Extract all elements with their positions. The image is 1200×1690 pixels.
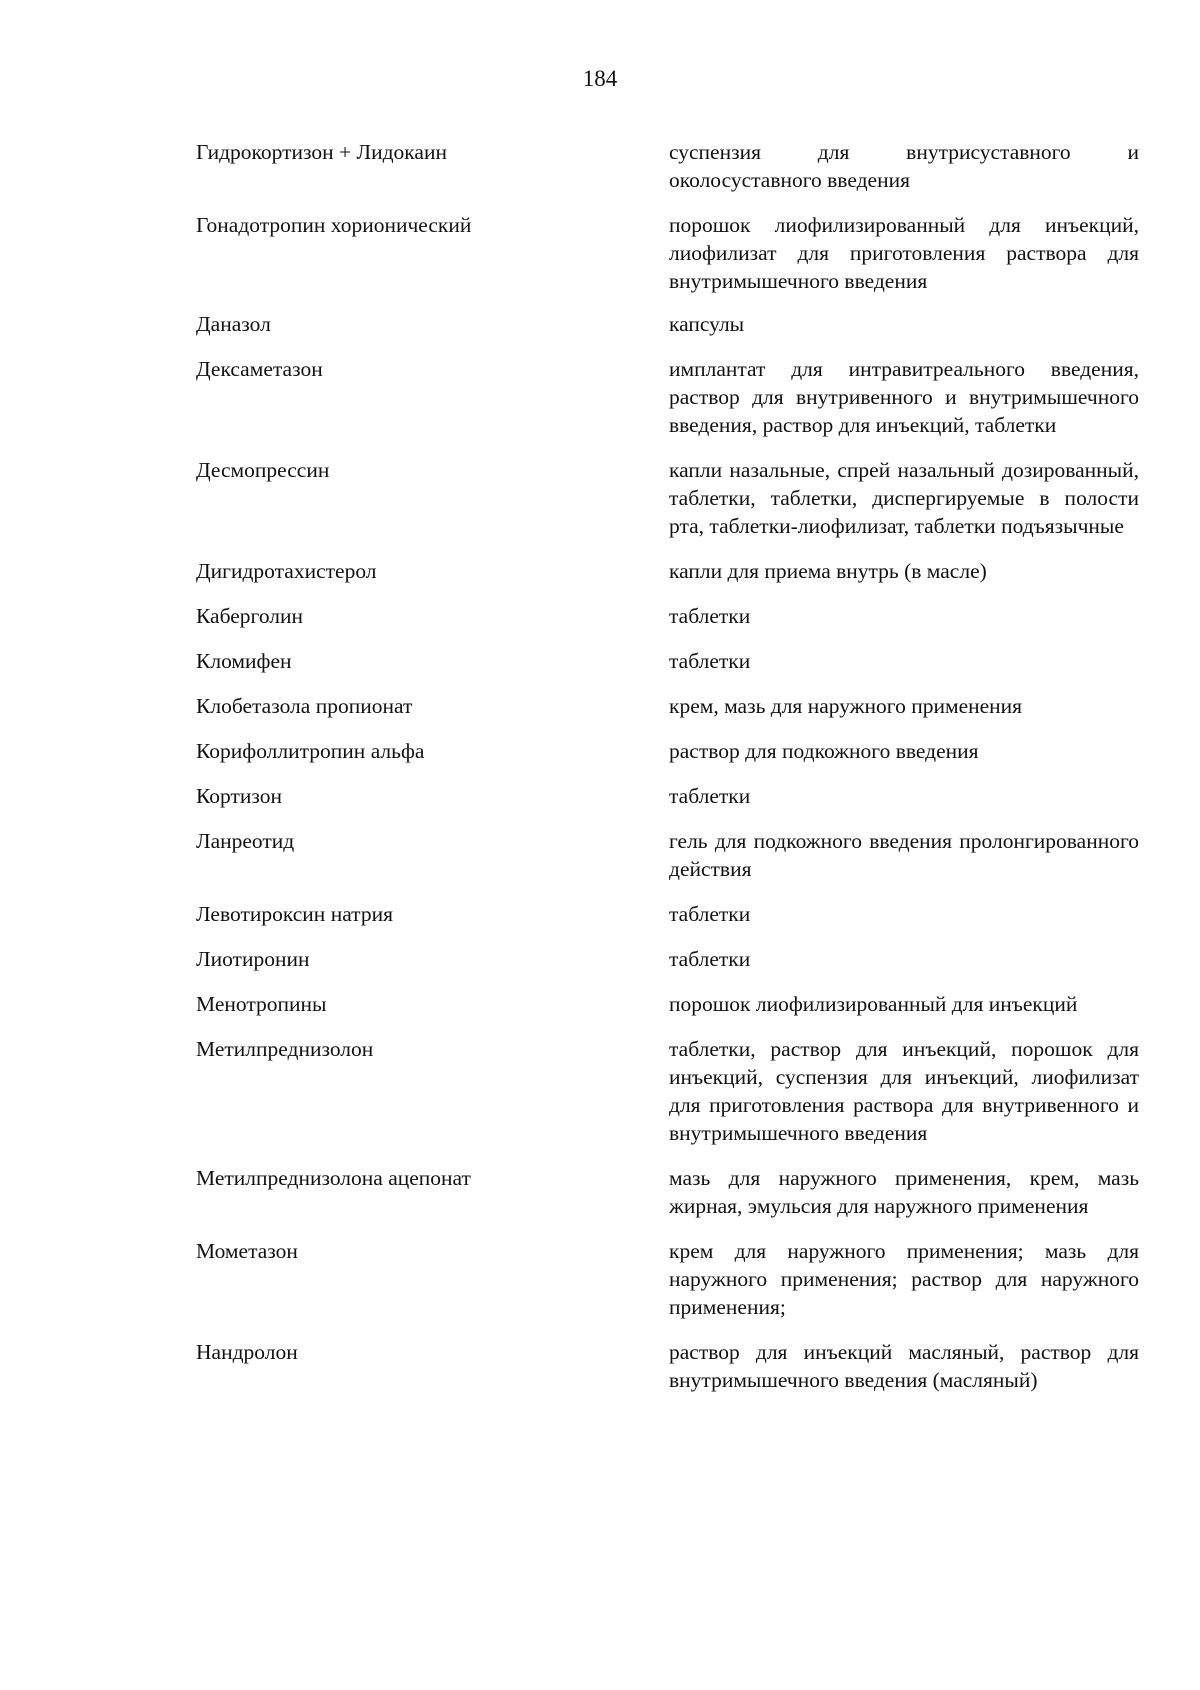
dosage-form: капли для приема внутрь (в масле) <box>669 559 987 583</box>
drug-name: Десмопрессин <box>196 458 330 482</box>
drug-name: Гонадотропин хорионический <box>196 213 472 237</box>
dosage-form: суспензия для внутрисуставного и околосуставного введения <box>669 140 1139 192</box>
drug-name: Кортизон <box>196 784 283 808</box>
drug-name: Метилпреднизолон <box>196 1037 374 1061</box>
drug-name: Каберголин <box>196 604 304 628</box>
drug-name: Ланреотид <box>196 829 295 853</box>
drug-entry <box>0 1338 1200 1394</box>
drug-entry <box>0 310 1200 338</box>
dosage-form: крем для наружного применения; мазь для наружного применения; раствор для наружного применения; <box>669 1239 1139 1319</box>
dosage-form: порошок лиофилизированный для инъекций, лиофилизат для приготовления раствора для внутримышечного введения <box>669 213 1139 293</box>
drug-entry <box>0 782 1200 810</box>
drug-entry <box>0 827 1200 883</box>
dosage-form: капсулы <box>669 312 745 336</box>
drug-name: Гидрокортизон + Лидокаин <box>196 140 447 164</box>
drug-name: Метилпреднизолона ацепонат <box>196 1166 471 1190</box>
dosage-form: таблетки <box>669 902 751 926</box>
drug-entry <box>0 557 1200 585</box>
drug-name: Лиотиронин <box>196 947 310 971</box>
drug-name: Даназол <box>196 312 271 336</box>
drug-entry <box>0 1237 1200 1321</box>
dosage-form: имплантат для интравитреального введения, раствор для внутривенного и внутримышечного введения, раствор для инъекций, таблетки <box>669 357 1139 437</box>
page-number: 184 <box>582 66 618 91</box>
drug-name: Мометазон <box>196 1239 298 1263</box>
drug-name: Нандролон <box>196 1340 298 1364</box>
drug-name: Кломифен <box>196 649 292 673</box>
drug-entry <box>0 692 1200 720</box>
dosage-form: таблетки, раствор для инъекций, порошок для инъекций, суспензия для инъекций, лиофилизат для приготовления раствора для внутривенного и внутримышечного введения <box>669 1037 1139 1145</box>
drug-entry <box>0 990 1200 1018</box>
drug-name: Дигидротахистерол <box>196 559 377 583</box>
drug-name: Дексаметазон <box>196 357 323 381</box>
dosage-form: гель для подкожного введения пролонгированного действия <box>669 829 1139 881</box>
dosage-form: таблетки <box>669 604 751 628</box>
drug-entry <box>0 1035 1200 1147</box>
drug-entry <box>0 737 1200 765</box>
drug-name: Клобетазола пропионат <box>196 694 413 718</box>
dosage-form: таблетки <box>669 784 751 808</box>
dosage-form: крем, мазь для наружного применения <box>669 694 1023 718</box>
dosage-form: капли назальные, спрей назальный дозированный, таблетки, таблетки, диспергируемые в полости рта, таблетки-лиофилизат, таблетки подъязычные <box>669 458 1139 538</box>
drug-entry <box>0 900 1200 928</box>
drug-name: Левотироксин натрия <box>196 902 393 926</box>
dosage-form: таблетки <box>669 649 751 673</box>
drug-name: Менотропины <box>196 992 327 1016</box>
drug-entry <box>0 355 1200 439</box>
dosage-form: таблетки <box>669 947 751 971</box>
drug-entry <box>0 138 1200 194</box>
drug-entry <box>0 945 1200 973</box>
drug-list <box>0 138 1200 1394</box>
drug-name: Корифоллитропин альфа <box>196 739 425 763</box>
drug-entry <box>0 211 1200 295</box>
drug-entry <box>0 602 1200 630</box>
drug-entry <box>0 647 1200 675</box>
dosage-form: раствор для подкожного введения <box>669 739 979 763</box>
dosage-form: мазь для наружного применения, крем, мазь жирная, эмульсия для наружного применения <box>669 1166 1139 1218</box>
drug-entry <box>0 1164 1200 1220</box>
drug-entry <box>0 456 1200 540</box>
dosage-form: порошок лиофилизированный для инъекций <box>669 992 1078 1016</box>
dosage-form: раствор для инъекций масляный, раствор для внутримышечного введения (масляный) <box>669 1340 1139 1392</box>
